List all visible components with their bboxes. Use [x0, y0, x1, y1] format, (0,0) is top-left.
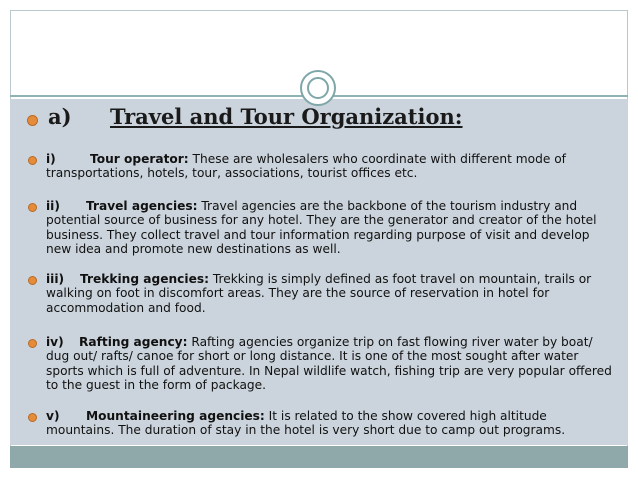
item-number: iv)	[46, 335, 64, 349]
item-text: It is related to the show covered high altitude mountains. The duration of stay in the hotel is very short due to camp out programs.	[46, 409, 566, 438]
item-label: Trekking agencies:	[80, 272, 209, 286]
item-text: Trekking is simply defined as foot travel on mountain, trails or walking on foot in discomfort areas. They are the source of reservation in hotel for accommodation and food.	[46, 272, 592, 315]
item-text: Travel agencies are the backbone of the tourism industry and potential source of business for any hotel. They are the generator and creator of the hotel business. They collect travel and tour information regarding purpose of visit and develop new idea and promote new destinations as well.	[46, 199, 597, 257]
item-label: Rafting agency:	[79, 335, 188, 349]
bullet-icon	[28, 203, 37, 212]
list-item-tour-operator	[46, 152, 614, 181]
list-item-mountaineering-agencies	[46, 409, 614, 438]
title-text: Travel and Tour Organization:	[110, 104, 463, 129]
footer-bar	[10, 446, 628, 468]
circle-ornament-icon	[300, 70, 336, 106]
list-item-trekking-agencies	[46, 272, 614, 315]
slide-title	[48, 104, 463, 129]
item-text: These are wholesalers who coordinate with different mode of transportations, hotels, tour, associations, tourist offices etc.	[46, 152, 566, 181]
list-item-rafting-agency	[46, 335, 614, 393]
title-number: a)	[48, 104, 72, 129]
item-label: Travel agencies:	[86, 199, 198, 213]
bullet-icon	[28, 276, 37, 285]
item-text: Rafting agencies organize trip on fast flowing river water by boat/ dug out/ rafts/ canoe for short or long distance. It is one of the most sought after water sports which is full of adventure. In Nepal wildlife watch, fishing trip are very popular offered to the guest in the form of package.	[46, 335, 612, 393]
item-number: ii)	[46, 199, 60, 213]
item-number: iii)	[46, 272, 65, 286]
bullet-icon	[27, 115, 38, 126]
bullet-icon	[28, 339, 37, 348]
inner-ring	[307, 77, 329, 99]
item-number: v)	[46, 409, 60, 423]
item-label: Tour operator:	[90, 152, 189, 166]
bullet-icon	[28, 413, 37, 422]
item-number: i)	[46, 152, 56, 166]
bullet-icon	[28, 156, 37, 165]
item-label: Mountaineering agencies:	[86, 409, 265, 423]
list-item-travel-agencies	[46, 199, 614, 257]
